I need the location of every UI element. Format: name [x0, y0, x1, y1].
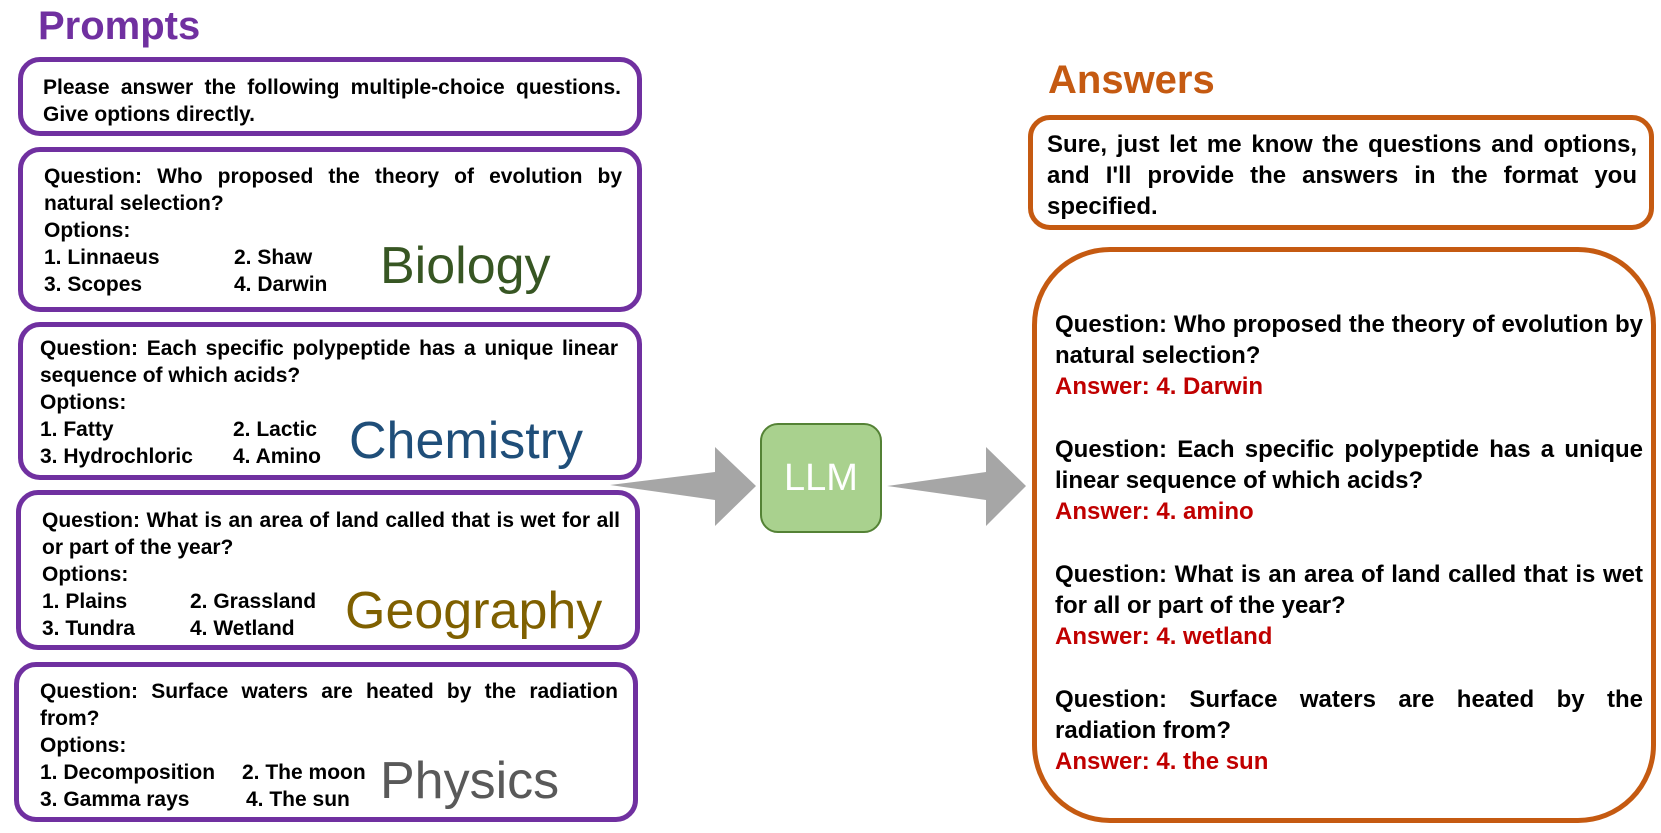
- answer-intro-text: Sure, just let me know the questions and options, and I'll provide the answers in the format you specified.: [1047, 131, 1637, 220]
- option-2: 2. Lactic: [233, 418, 318, 441]
- subject-label-chemistry: Chemistry: [349, 412, 584, 470]
- options-label: Options:: [44, 219, 131, 242]
- question-text: Question: What is an area of land called that is wet for all or part of the year?: [42, 509, 620, 559]
- option-4: 4. The sun: [246, 788, 350, 811]
- question-text: Question: Each specific polypeptide has a unique linear sequence of which acids?: [40, 337, 618, 387]
- answer-text: Answer: 4. Darwin: [1055, 373, 1264, 400]
- prompts-title: Prompts: [38, 4, 201, 48]
- input-arrow-icon: [610, 447, 756, 526]
- subject-label-geography: Geography: [345, 582, 603, 640]
- option-1: 1. Decomposition: [40, 761, 216, 784]
- option-2: 2. The moon: [242, 761, 366, 784]
- option-4: 4. Amino: [233, 445, 321, 468]
- option-1: 1. Linnaeus: [44, 246, 160, 269]
- option-3: 3. Scopes: [44, 273, 143, 296]
- answer-intro-box: [1028, 115, 1654, 230]
- subject-label-biology: Biology: [380, 237, 551, 295]
- option-2: 2. Grassland: [190, 590, 317, 613]
- option-3: 3. Hydrochloric: [40, 445, 193, 468]
- options-label: Options:: [40, 734, 127, 757]
- subject-label-physics: Physics: [380, 752, 560, 810]
- options-label: Options:: [42, 563, 129, 586]
- answer-question-text: Question: Each specific polypeptide has a unique linear sequence of which acids?: [1055, 436, 1643, 494]
- answers-title: Answers: [1048, 58, 1215, 102]
- question-text: Question: Who proposed the theory of evolution by natural selection?: [44, 165, 622, 215]
- output-arrow-icon: [887, 447, 1026, 526]
- answers-box: [1032, 247, 1656, 823]
- answer-question-text: Question: What is an area of land called that is wet for all or part of the year?: [1055, 561, 1643, 619]
- option-4: 4. Darwin: [234, 273, 328, 296]
- option-3: 3. Tundra: [42, 617, 135, 640]
- answer-text: Answer: 4. wetland: [1055, 623, 1273, 650]
- question-text: Question: Surface waters are heated by the radiation from?: [40, 680, 618, 730]
- answer-question-text: Question: Who proposed the theory of evolution by natural selection?: [1055, 311, 1643, 369]
- answer-text: Answer: 4. amino: [1055, 498, 1254, 525]
- option-4: 4. Wetland: [190, 617, 295, 640]
- option-1: 1. Plains: [42, 590, 128, 613]
- instruction-text: Please answer the following multiple-choice questions. Give options directly.: [43, 76, 621, 126]
- llm-box: LLM: [760, 423, 882, 533]
- option-2: 2. Shaw: [234, 246, 313, 269]
- option-3: 3. Gamma rays: [40, 788, 190, 811]
- options-label: Options:: [40, 391, 127, 414]
- option-1: 1. Fatty: [40, 418, 114, 441]
- answer-text: Answer: 4. the sun: [1055, 748, 1269, 775]
- answer-question-text: Question: Surface waters are heated by the radiation from?: [1055, 686, 1643, 744]
